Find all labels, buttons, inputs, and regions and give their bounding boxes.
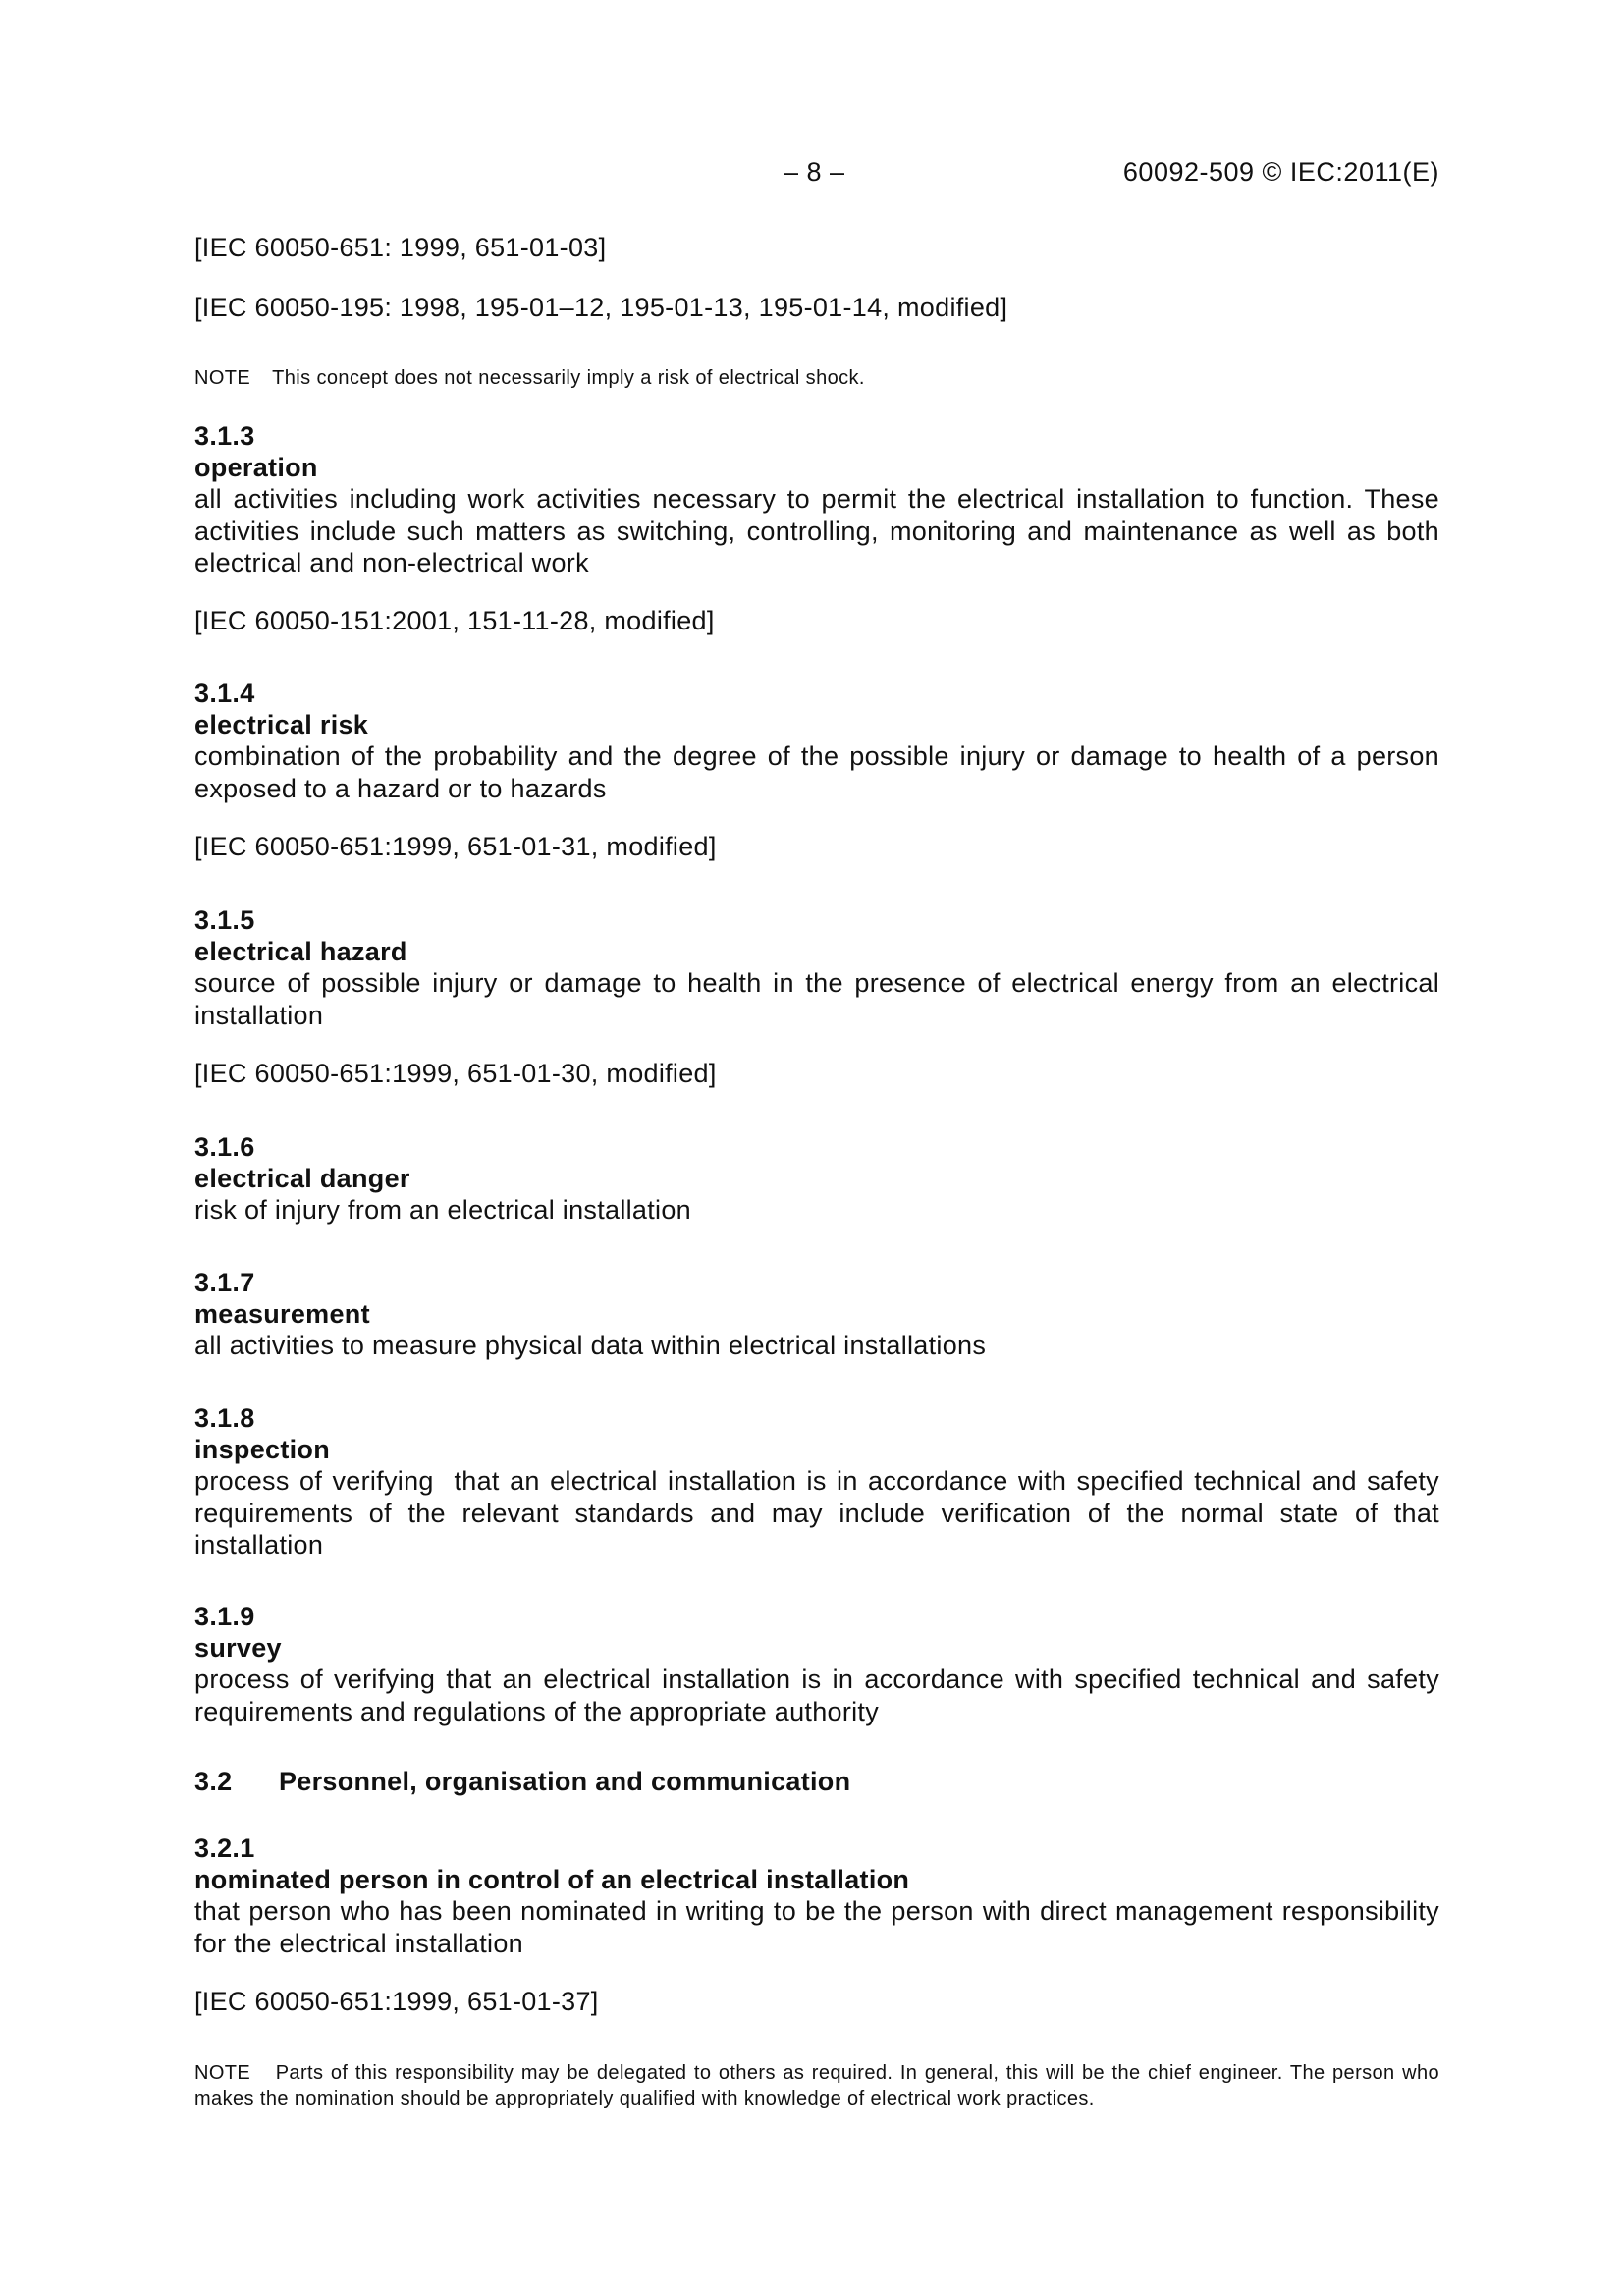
term-title: nominated person in control of an electrical installation [194,1865,910,1894]
reference-iec-60050-195: [IEC 60050-195: 1998, 195-01–12, 195-01-13, 195-01-14, modified] [194,293,1008,322]
term-title: electrical hazard [194,937,407,966]
term-definition: source of possible injury or damage to health in the presence of electrical energy from an electrical installation [194,968,1439,1030]
term-reference: [IEC 60050-651:1999, 651-01-37] [194,1987,599,2016]
term-number: 3.1.5 [194,905,255,935]
term-title: measurement [194,1299,370,1329]
page-number: – 8 – [784,157,845,187]
term-number: 3.2.1 [194,1833,255,1863]
term-title: survey [194,1633,282,1663]
note-responsibility [194,2060,1439,2111]
term-title: inspection [194,1435,331,1464]
section-heading [194,1766,1439,1798]
term-number: 3.1.9 [194,1602,255,1631]
section-number: 3.2 [194,1767,233,1796]
note-label: NOTE [194,2062,251,2084]
term-definition: combination of the probability and the degree of the possible injury or damage to health of a person exposed to a hazard or to hazards [194,741,1439,803]
term-number: 3.1.6 [194,1132,255,1162]
term-reference: [IEC 60050-651:1999, 651-01-31, modified] [194,832,717,861]
term-title: operation [194,453,318,482]
term-number: 3.1.8 [194,1403,255,1433]
section-title: Personnel, organisation and communication [279,1767,851,1796]
term-definition: all activities including work activities necessary to permit the electrical installation to function. These activities include such matters as switching, controlling, monitoring and maintenance as well as both electrical and non-electrical work [194,484,1439,577]
term-definition: that person who has been nominated in writing to be the person with direct management responsibility for the electrical installation [194,1896,1439,1958]
note-label: NOTE [194,367,251,389]
reference-iec-60050-651: [IEC 60050-651: 1999, 651-01-03] [194,233,607,262]
term-reference: [IEC 60050-651:1999, 651-01-30, modified] [194,1059,717,1088]
term-title: electrical risk [194,710,369,739]
document-id: 60092-509 © IEC:2011(E) [1122,157,1439,187]
term-number: 3.1.7 [194,1268,255,1297]
term-definition: risk of injury from an electrical installation [194,1195,691,1225]
document-page [194,0,1447,2296]
term-number: 3.1.3 [194,421,255,451]
note-text: Parts of this responsibility may be delegated to others as required. In general, this will be the chief engineer. The person who makes the nomination should be appropriately qualified with knowledge of electrical work practices. [194,2062,1439,2109]
note-text: This concept does not necessarily imply a risk of electrical shock. [272,367,865,389]
term-definition: process of verifying that an electrical installation is in accordance with specified technical and safety requirements of the relevant standards and may include verification of the normal state of that installation [194,1466,1447,1559]
term-reference: [IEC 60050-151:2001, 151-11-28, modified] [194,606,715,635]
term-definition: all activities to measure physical data within electrical installations [194,1331,987,1360]
term-title: electrical danger [194,1164,410,1193]
term-definition: process of verifying that an electrical installation is in accordance with specified technical and safety requirements and regulations of the appropriate authority [194,1665,1439,1726]
note-electrical-shock [194,365,1439,391]
page-header [194,157,1439,196]
term-number: 3.1.4 [194,679,255,708]
